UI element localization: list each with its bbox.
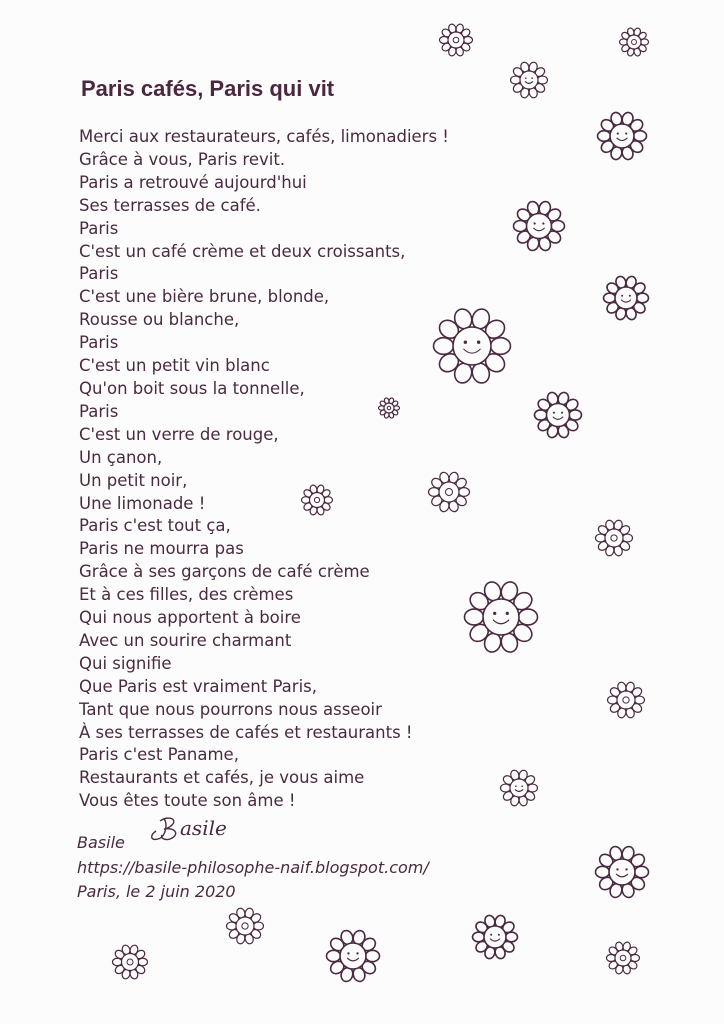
smiling-flower-icon — [111, 943, 149, 981]
smiling-flower-icon — [377, 396, 401, 420]
poem-line: Paris — [79, 401, 119, 421]
poem-line: Qui nous apportent à boire — [79, 608, 301, 628]
poem-line: Merci aux restaurateurs, cafés, limonadiers ! — [79, 127, 449, 146]
poem-line: Vous êtes toute son âme ! — [79, 791, 296, 811]
smiling-flower-icon — [427, 470, 471, 514]
poem-line: Paris — [79, 218, 119, 238]
poem-line: C'est une bière brune, blonde, — [79, 287, 330, 307]
poem-line: Que Paris est vraiment Paris, — [79, 676, 318, 696]
smiling-flower-icon — [225, 906, 265, 946]
blog-link[interactable]: https://basile-philosophe-naif.blogspot.com/ — [77, 858, 429, 877]
poem-title: Paris cafés, Paris qui vit — [81, 76, 335, 101]
smiling-flower-icon — [432, 306, 512, 386]
poem-line: C'est un verre de rouge, — [79, 424, 279, 444]
poem-line: Paris — [79, 333, 119, 353]
smiling-flower-icon — [463, 579, 539, 655]
smiling-flower-icon — [618, 26, 650, 58]
poem-body — [79, 126, 449, 813]
poem-line: Restaurants et cafés, je vous aime — [79, 768, 365, 788]
svg-text:asile: asile — [180, 816, 227, 840]
smiling-flower-icon — [596, 110, 648, 162]
smiling-flower-icon — [509, 60, 549, 100]
smiling-flower-icon — [605, 940, 641, 976]
poem-line: C'est un café crème et deux croissants, — [79, 241, 406, 261]
smiling-flower-icon — [325, 928, 381, 984]
place-date: Paris, le 2 juin 2020 — [77, 882, 236, 901]
poem-line: Tant que nous pourrons nous asseoir — [79, 699, 382, 719]
smiling-flower-icon — [471, 913, 519, 961]
poem-line: Et à ces filles, des crèmes — [79, 585, 294, 605]
handwritten-signature — [146, 813, 276, 847]
poem-line: Paris ne mourra pas — [79, 539, 244, 559]
smiling-flower-icon — [300, 483, 334, 517]
poem-line: Ses terrasses de café. — [79, 195, 261, 215]
smiling-flower-icon — [594, 518, 634, 558]
poem-line: Grâce à ses garçons de café crème — [79, 562, 370, 582]
poem-line: Paris — [79, 264, 119, 284]
poem-line: Avec un sourire charmant — [79, 630, 292, 650]
poem-line: Une limonade ! — [79, 493, 206, 513]
author-name: Basile — [77, 833, 125, 852]
poem-line: Grâce à vous, Paris revit. — [79, 149, 286, 169]
poem-line: Paris a retrouvé aujourd'hui — [79, 172, 307, 192]
poem-line: C'est un petit vin blanc — [79, 356, 270, 376]
smiling-flower-icon — [512, 199, 566, 253]
smiling-flower-icon — [438, 22, 474, 58]
smiling-flower-icon — [606, 680, 646, 720]
poem-line: Rousse ou blanche, — [79, 310, 240, 330]
poem-line: Paris c'est tout ça, — [79, 516, 231, 536]
poem-line: Un petit noir, — [79, 470, 188, 490]
poem-line: À ses terrasses de cafés et restaurants ! — [79, 722, 413, 742]
smiling-flower-icon — [602, 274, 650, 322]
poem-line: Qu'on boit sous la tonnelle, — [79, 378, 305, 398]
poem-line: Un çanon, — [79, 447, 163, 467]
smiling-flower-icon — [533, 390, 583, 440]
smiling-flower-icon — [499, 768, 539, 808]
poem-line: Paris c'est Paname, — [79, 745, 239, 765]
smiling-flower-icon — [594, 844, 650, 900]
poem-line: Qui signifie — [79, 653, 172, 673]
